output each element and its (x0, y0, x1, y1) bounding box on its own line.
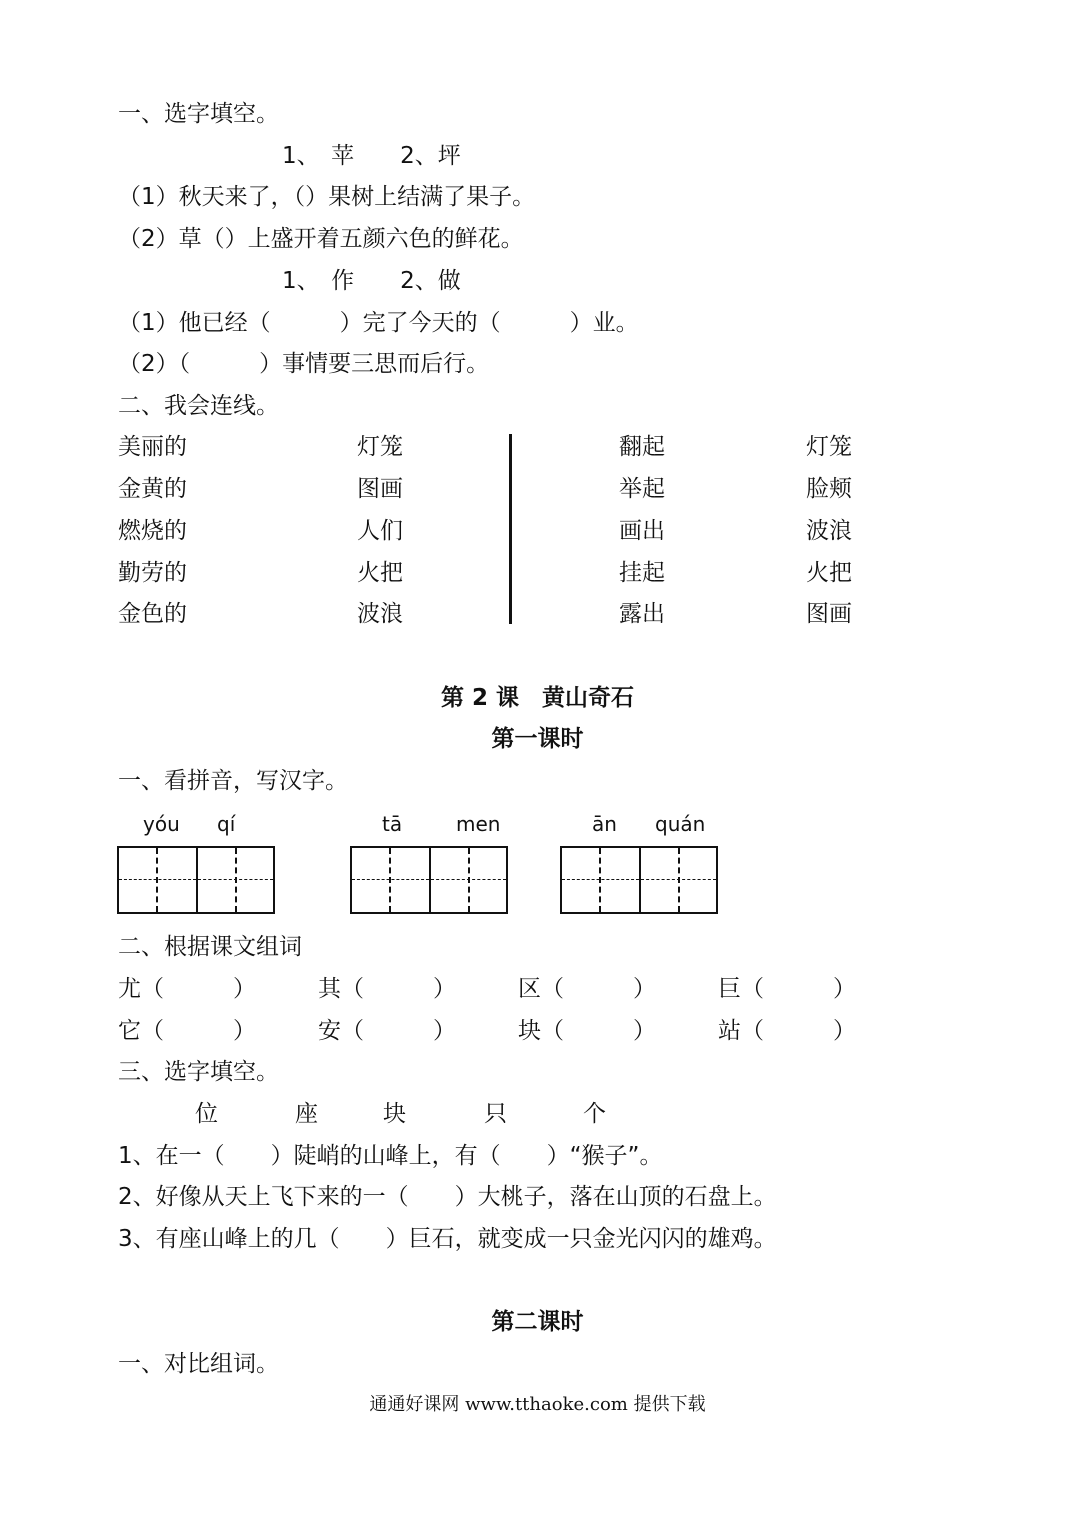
match-left-word: 金黄的 (118, 476, 187, 502)
match-right-word: 画出 (619, 518, 665, 544)
pinyin-label: quán (655, 812, 706, 836)
word-blank: 巨（ ） (718, 976, 856, 1002)
choose-word-title: 三、选字填空。 (118, 1059, 279, 1085)
lesson-title: 第 2 课 黄山奇石 (440, 685, 635, 711)
match-right-target: 图画 (806, 601, 852, 627)
writing-cell[interactable] (352, 848, 429, 912)
options-group-1: 1、 苹 2、坪 (282, 143, 461, 169)
writing-cell[interactable] (639, 848, 716, 912)
pinyin-question-title: 一、看拼音，写汉字。 (118, 768, 348, 794)
match-left-target: 人们 (357, 518, 403, 544)
writing-cell[interactable] (119, 848, 196, 912)
fill-sentence-1: 1、在一（ ）陡峭的山峰上，有（ ）“猴子”。 (118, 1143, 663, 1169)
match-left-target: 波浪 (357, 601, 403, 627)
match-left-word: 燃烧的 (118, 518, 187, 544)
match-right-word: 露出 (619, 601, 665, 627)
match-right-target: 脸颊 (806, 476, 852, 502)
question-1-1: （1）秋天来了，（）果树上结满了果子。 (118, 184, 536, 210)
word-blank: 尤（ ） (118, 976, 256, 1002)
pinyin-label: qí (217, 812, 236, 836)
word-blank: 安（ ） (318, 1018, 456, 1044)
word-blank: 其（ ） (318, 976, 456, 1002)
option-word: 位 (195, 1101, 218, 1127)
match-right-word: 举起 (619, 476, 665, 502)
section-2-title: 二、我会连线。 (118, 393, 279, 419)
period-2-title: 第二课时 (491, 1309, 584, 1335)
writing-cell[interactable] (196, 848, 273, 912)
writing-grid[interactable] (350, 846, 508, 914)
writing-grid[interactable] (117, 846, 275, 914)
match-right-target: 灯笼 (806, 434, 852, 460)
match-right-target: 火把 (806, 560, 852, 586)
word-blank: 区（ ） (518, 976, 656, 1002)
option-word: 块 (383, 1101, 406, 1127)
fill-sentence-2: 2、好像从天上飞下来的一（ ）大桃子，落在山顶的石盘上。 (118, 1184, 777, 1210)
word-blank: 块（ ） (518, 1018, 656, 1044)
match-left-target: 火把 (357, 560, 403, 586)
match-right-word: 挂起 (619, 560, 665, 586)
writing-cell[interactable] (562, 848, 639, 912)
option-word: 座 (295, 1101, 318, 1127)
match-left-word: 美丽的 (118, 434, 187, 460)
writing-cell[interactable] (429, 848, 506, 912)
options-group-2: 1、 作 2、做 (282, 268, 461, 294)
divider-line (509, 434, 512, 624)
period-1-title: 第一课时 (491, 726, 584, 752)
match-right-word: 翻起 (619, 434, 665, 460)
section-1-title: 一、选字填空。 (118, 101, 279, 127)
option-word: 只 (484, 1101, 507, 1127)
match-left-target: 图画 (357, 476, 403, 502)
question-1-2: （2）草（）上盛开着五颜六色的鲜花。 (118, 226, 524, 252)
question-2-1: （1）他已经（ ）完了今天的（ ）业。 (118, 310, 639, 336)
word-blank: 它（ ） (118, 1018, 256, 1044)
fill-sentence-3: 3、有座山峰上的几（ ）巨石，就变成一只金光闪闪的雄鸡。 (118, 1226, 777, 1252)
option-word: 个 (583, 1101, 606, 1127)
pinyin-label: yóu (143, 812, 180, 836)
pinyin-label: men (456, 812, 501, 836)
match-right-target: 波浪 (806, 518, 852, 544)
compare-words-title: 一、对比组词。 (118, 1351, 279, 1377)
question-2-2: （2）（ ）事情要三思而后行。 (118, 351, 490, 377)
pinyin-label: ān (592, 812, 617, 836)
footer-watermark: 通通好课网 www.tthaoke.com 提供下载 (369, 1394, 706, 1415)
match-left-word: 勤劳的 (118, 560, 187, 586)
pinyin-label: tā (382, 812, 403, 836)
writing-grid[interactable] (560, 846, 718, 914)
word-blank: 站（ ） (718, 1018, 856, 1044)
word-group-title: 二、根据课文组词 (118, 934, 302, 960)
match-left-word: 金色的 (118, 601, 187, 627)
match-left-target: 灯笼 (357, 434, 403, 460)
